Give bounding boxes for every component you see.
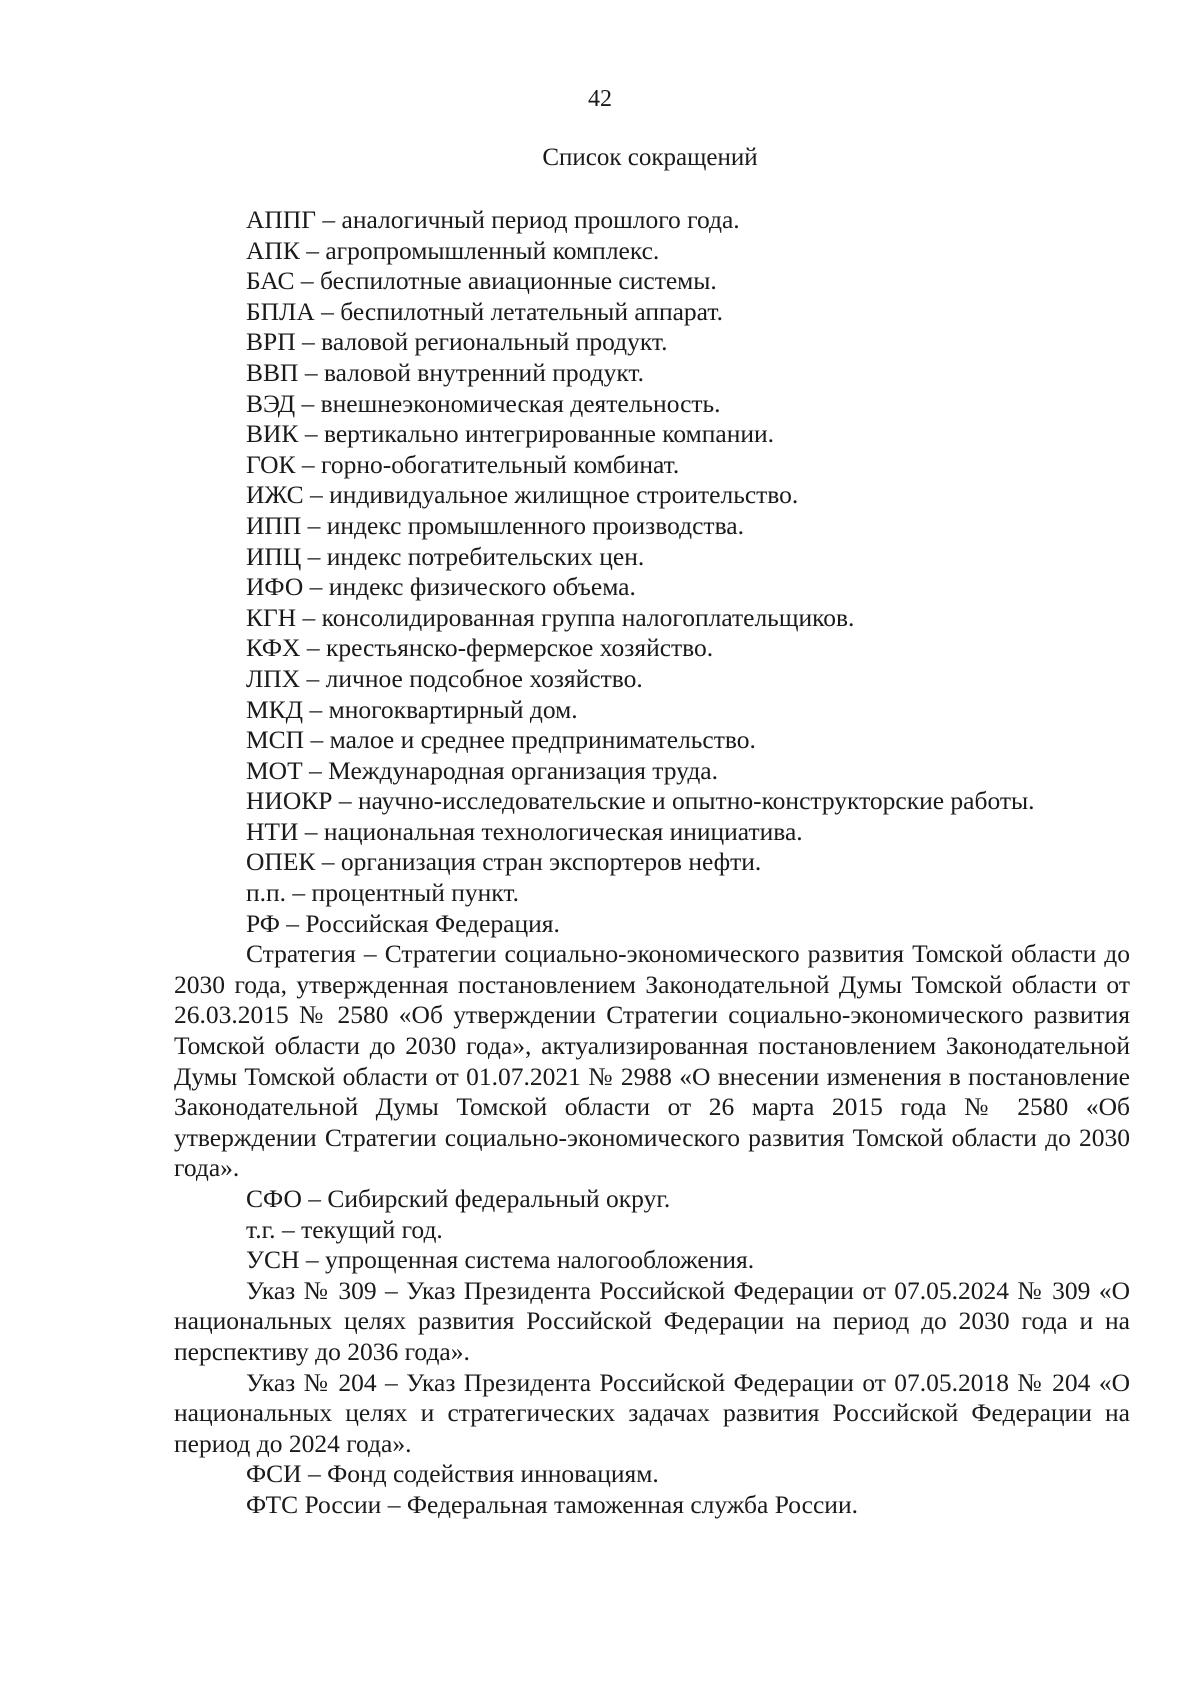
abbreviation-description: индекс потребительских цен. xyxy=(326,541,645,571)
abbreviation-description: консолидированная группа налогоплательщиков. xyxy=(321,602,855,632)
abbreviation-description: процентный пункт. xyxy=(311,878,519,908)
abbreviation-term: АППГ xyxy=(246,205,316,234)
abbreviation-entry xyxy=(174,1276,1130,1368)
abbreviation-separator: – xyxy=(301,388,315,418)
abbreviation-description: крестьянско-фермерское хозяйство. xyxy=(325,633,714,663)
abbreviation-term: Указ № 204 xyxy=(246,1367,377,1397)
abbreviation-entry xyxy=(174,909,1130,940)
abbreviation-term: ФСИ xyxy=(246,1459,302,1489)
abbreviation-description: текущий год. xyxy=(301,1214,443,1244)
abbreviation-entry xyxy=(174,817,1130,848)
abbreviation-term: ФТС России xyxy=(246,1489,382,1519)
abbreviation-description: индекс физического объема. xyxy=(328,572,636,602)
abbreviation-description: многоквартирный дом. xyxy=(328,694,578,724)
abbreviation-term: ВВП xyxy=(246,357,299,387)
abbreviation-term: ГОК xyxy=(246,449,296,479)
abbreviation-description: личное подсобное хозяйство. xyxy=(325,663,643,693)
abbreviation-separator: – xyxy=(321,847,335,877)
abbreviation-term: ИЖС xyxy=(246,480,304,510)
abbreviation-entry xyxy=(174,389,1130,420)
abbreviation-term: МСП xyxy=(246,725,305,755)
abbreviation-term: НТИ xyxy=(246,816,299,846)
abbreviation-separator: – xyxy=(307,1459,321,1489)
abbreviation-separator: – xyxy=(307,541,321,571)
abbreviation-separator: – xyxy=(309,572,323,602)
abbreviation-description: горно-обогатительный комбинат. xyxy=(321,449,680,479)
abbreviation-separator: – xyxy=(302,602,316,632)
abbreviation-term: КФХ xyxy=(246,633,301,663)
abbreviation-term: ВЭД xyxy=(246,388,296,418)
abbreviation-entry xyxy=(174,297,1130,328)
abbreviation-term: МОТ xyxy=(246,755,303,785)
abbreviation-separator: – xyxy=(304,419,318,449)
abbreviation-entry xyxy=(174,205,1130,236)
abbreviation-description: валовой внутренний продукт. xyxy=(323,357,645,387)
abbreviation-term: т.г. xyxy=(246,1214,276,1244)
abbreviation-description: беспилотный летательный аппарат. xyxy=(340,296,723,326)
abbreviation-term: СФО xyxy=(246,1184,302,1213)
abbreviation-entry xyxy=(174,664,1130,695)
abbreviation-term: КГН xyxy=(246,602,297,632)
abbreviation-separator: – xyxy=(338,786,352,816)
abbreviation-term: ЛПХ xyxy=(246,663,301,693)
abbreviation-entry xyxy=(174,695,1130,726)
abbreviation-separator: – xyxy=(363,939,377,969)
abbreviation-term: БПЛА xyxy=(246,296,315,326)
abbreviation-separator: – xyxy=(308,1184,322,1213)
abbreviation-term: ИПП xyxy=(246,510,302,540)
abbreviation-description: агропромышленный комплекс. xyxy=(325,235,660,265)
abbreviation-entry xyxy=(174,847,1130,878)
abbreviation-term: УСН xyxy=(246,1245,300,1275)
abbreviation-separator: – xyxy=(387,1489,401,1519)
abbreviation-separator: – xyxy=(321,296,334,326)
abbreviation-term: ВРП xyxy=(246,327,296,357)
abbreviation-term: АПК xyxy=(246,235,300,265)
abbreviation-description: Указ Президента Российской Федерации от 07.05.2018 № 204 «О национальных целях и стратегических задачах развития Российской Федерации на период до 2024 года». xyxy=(174,1367,1131,1458)
abbreviation-description: национальная технологическая инициатива. xyxy=(323,816,803,846)
abbreviation-separator: – xyxy=(286,908,300,938)
abbreviation-description: индекс промышленного производства. xyxy=(326,510,744,540)
abbreviation-description: Фонд содействия инновациям. xyxy=(327,1459,659,1489)
abbreviation-description: Стратегии социально-экономического развития Томской области до 2030 года, утвержденная постановлением Законодательной Думы Томской области от 26.03.2015 № 2580 «Об утверждении Стратегии социально-экономического развития Томской области до 2030 года», актуализированная постановлением Законодательной Думы Томской области от 01.07.2021 № 2988 «О внесении изменения в постановление Законодательной Думы Томской области от 26 марта 2015 года № 2580 «Об утверждении Стратегии социально-экономического развития Томской области до 2030 года». xyxy=(174,939,1130,1183)
abbreviation-separator: – xyxy=(306,633,320,663)
abbreviation-description: беспилотные авиационные системы. xyxy=(319,266,717,296)
abbreviation-separator: – xyxy=(385,1367,398,1397)
abbreviation-description: Указ Президента Российской Федерации от 07.05.2024 № 309 «О национальных целях развития Российской Федерации на период до 2030 года и на перспективу до 2036 года». xyxy=(174,1275,1131,1366)
abbreviation-term: РФ xyxy=(246,908,280,938)
abbreviation-description: научно-исследовательские и опытно-конструкторские работы. xyxy=(357,786,1035,816)
abbreviation-entry xyxy=(174,1459,1130,1490)
abbreviation-separator: – xyxy=(310,480,323,510)
abbreviation-description: Российская Федерация. xyxy=(305,908,560,938)
page-title: Список сокращений xyxy=(542,144,758,171)
abbreviation-description: внешнеэкономическая деятельность. xyxy=(320,388,721,418)
abbreviation-separator: – xyxy=(281,1214,295,1244)
abbreviation-description: Федеральная таможенная служба России. xyxy=(406,1489,858,1519)
abbreviation-entry xyxy=(174,786,1130,817)
abbreviation-description: аналогичный период прошлого года. xyxy=(341,205,740,234)
page-number: 42 xyxy=(588,86,612,112)
abbreviation-term: п.п. xyxy=(246,878,287,908)
abbreviation-separator: – xyxy=(306,663,320,693)
abbreviation-description: Международная организация труда. xyxy=(328,755,718,785)
abbreviation-entry xyxy=(174,572,1130,603)
abbreviation-entry xyxy=(174,236,1130,267)
abbreviation-separator: – xyxy=(304,357,318,387)
abbreviation-entry xyxy=(174,542,1130,573)
abbreviation-term: ОПЕК xyxy=(246,847,316,877)
abbreviation-description: упрощенная система налогообложения. xyxy=(324,1245,755,1275)
abbreviation-entry xyxy=(174,327,1130,358)
abbreviation-separator: – xyxy=(322,205,336,234)
abbreviation-entry xyxy=(174,725,1130,756)
abbreviation-entry xyxy=(174,939,1130,1184)
abbreviation-term: Указ № 309 xyxy=(246,1275,377,1305)
abbreviation-term: НИОКР xyxy=(246,786,333,816)
abbreviation-list xyxy=(174,205,1130,1521)
abbreviation-separator: – xyxy=(307,510,321,540)
abbreviation-separator: – xyxy=(292,878,306,908)
abbreviation-entry xyxy=(174,1184,1130,1215)
abbreviation-entry xyxy=(174,1245,1130,1276)
abbreviation-entry xyxy=(174,480,1130,511)
abbreviation-separator: – xyxy=(300,266,314,296)
abbreviation-term: Стратегия xyxy=(246,939,356,969)
abbreviation-entry xyxy=(174,419,1130,450)
abbreviation-description: организация стран экспортеров нефти. xyxy=(340,847,762,877)
abbreviation-term: БАС xyxy=(246,266,295,296)
abbreviation-description: вертикально интегрированные компании. xyxy=(323,419,775,449)
abbreviation-entry xyxy=(174,266,1130,297)
abbreviation-entry xyxy=(174,1215,1130,1246)
abbreviation-separator: – xyxy=(304,816,318,846)
abbreviation-description: малое и среднее предпринимательство. xyxy=(329,725,756,755)
abbreviation-separator: – xyxy=(309,694,323,724)
abbreviation-separator: – xyxy=(310,725,324,755)
abbreviation-entry xyxy=(174,1368,1130,1460)
abbreviation-separator: – xyxy=(306,235,319,265)
abbreviation-separator: – xyxy=(301,449,315,479)
abbreviation-separator: – xyxy=(309,755,322,785)
abbreviation-separator: – xyxy=(385,1275,398,1305)
abbreviation-entry xyxy=(174,603,1130,634)
abbreviation-description: валовой региональный продукт. xyxy=(321,327,668,357)
abbreviation-description: Сибирский федеральный округ. xyxy=(327,1184,671,1213)
abbreviation-term: ИПЦ xyxy=(246,541,302,571)
abbreviation-separator: – xyxy=(305,1245,319,1275)
abbreviation-description: индивидуальное жилищное строительство. xyxy=(329,480,799,510)
abbreviation-entry xyxy=(174,358,1130,389)
abbreviation-term: ИФО xyxy=(246,572,304,602)
abbreviation-entry xyxy=(174,1490,1130,1521)
abbreviation-entry xyxy=(174,878,1130,909)
abbreviation-term: МКД xyxy=(246,694,304,724)
abbreviation-entry xyxy=(174,633,1130,664)
abbreviation-entry xyxy=(174,450,1130,481)
abbreviation-entry xyxy=(174,756,1130,787)
abbreviation-entry xyxy=(174,511,1130,542)
abbreviation-term: ВИК xyxy=(246,419,299,449)
abbreviation-separator: – xyxy=(301,327,315,357)
